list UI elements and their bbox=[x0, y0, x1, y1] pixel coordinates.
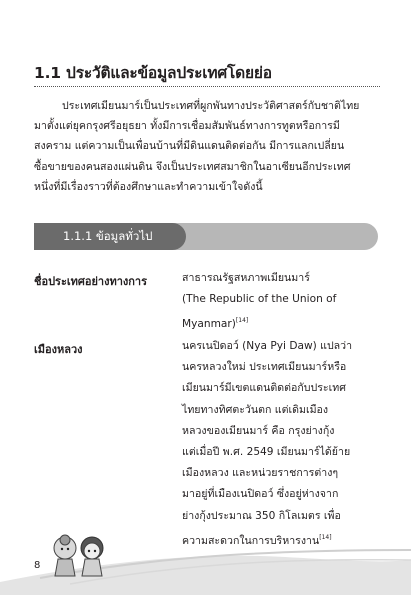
capital-line: แต่เมื่อปี พ.ศ. 2549 เมียนมาร์ได้ย้าย bbox=[182, 446, 351, 459]
official-name-line: Myanmar) bbox=[182, 318, 236, 331]
intro-line: มาตั้งแต่ยุคกรุงศรีอยุธยา ทั้งมีการเชื่อมสัมพันธ์ทางการทูตหรือการมี bbox=[34, 120, 340, 133]
capital-line: ความสะดวกในการบริหารงาน bbox=[182, 534, 320, 547]
capital-line: มาอยู่ที่เมืองเนปิดอว์ ซึ่งอยู่ห่างจาก bbox=[182, 488, 339, 501]
intro-line: ประเทศเมียนมาร์เป็นประเทศที่ผูกพันทางประวัติศาสตร์กับชาติไทย bbox=[62, 100, 360, 112]
footnote-ref: [14] bbox=[319, 533, 332, 541]
capital-line: ไทยทางทิศตะวันตก แต่เดิมเมือง bbox=[182, 403, 329, 416]
footnote-ref: [14] bbox=[235, 317, 249, 325]
capital-label: เมืองหลวง bbox=[34, 343, 83, 356]
intro-line: สงคราม แต่ความเป็นเพื่อนบ้านที่มีดินแดนติดต่อกัน มีการแลกเปลี่ยน bbox=[34, 140, 345, 153]
intro-line: ซื้อขายของคนสองแผ่นดิน จึงเป็นประเทศสมาชิกในอาเซียนอีกประเทศ bbox=[34, 160, 351, 173]
page-number: 8 bbox=[34, 560, 41, 571]
capital-line: ย่างกุ้งประมาณ 350 กิโลเมตร เพื่อ bbox=[182, 509, 341, 522]
capital-line: นครหลวงใหม่ ประเทศเมียนมาร์หรือ bbox=[182, 361, 347, 374]
title-divider bbox=[34, 86, 380, 87]
capital-line: หลวงของเมียนมาร์ คือ กรุงย่างกุ้ง bbox=[182, 424, 335, 437]
capital-line: นครเนปิดอว์ (Nya Pyi Daw) แปลว่า bbox=[182, 340, 353, 352]
official-name-value bbox=[182, 268, 382, 336]
intro-line: หนึ่งที่มีเรื่องราวที่ต้องศึกษาและทำความเข้าใจดังนี้ bbox=[34, 180, 263, 193]
official-name-line: (The Republic of the Union of bbox=[182, 293, 337, 306]
section-title: 1.1 ประวัติและข้อมูลประเทศโดยย่อ bbox=[34, 64, 272, 82]
intro-paragraph bbox=[34, 96, 382, 197]
capital-line: เมืองหลวง และหน่วยราชการต่างๆ bbox=[182, 467, 339, 480]
official-name-label: ชื่อประเทศอย่างทางการ bbox=[34, 275, 148, 288]
cartoon-characters-illustration bbox=[48, 532, 110, 582]
capital-line: เมียนมาร์มีเขตแดนติดต่อกับประเทศ bbox=[182, 382, 346, 395]
subsection-title: 1.1.1 ข้อมูลทั่วไป bbox=[63, 229, 153, 243]
official-name-line: สาธารณรัฐสหภาพเมียนมาร์ bbox=[182, 272, 310, 284]
